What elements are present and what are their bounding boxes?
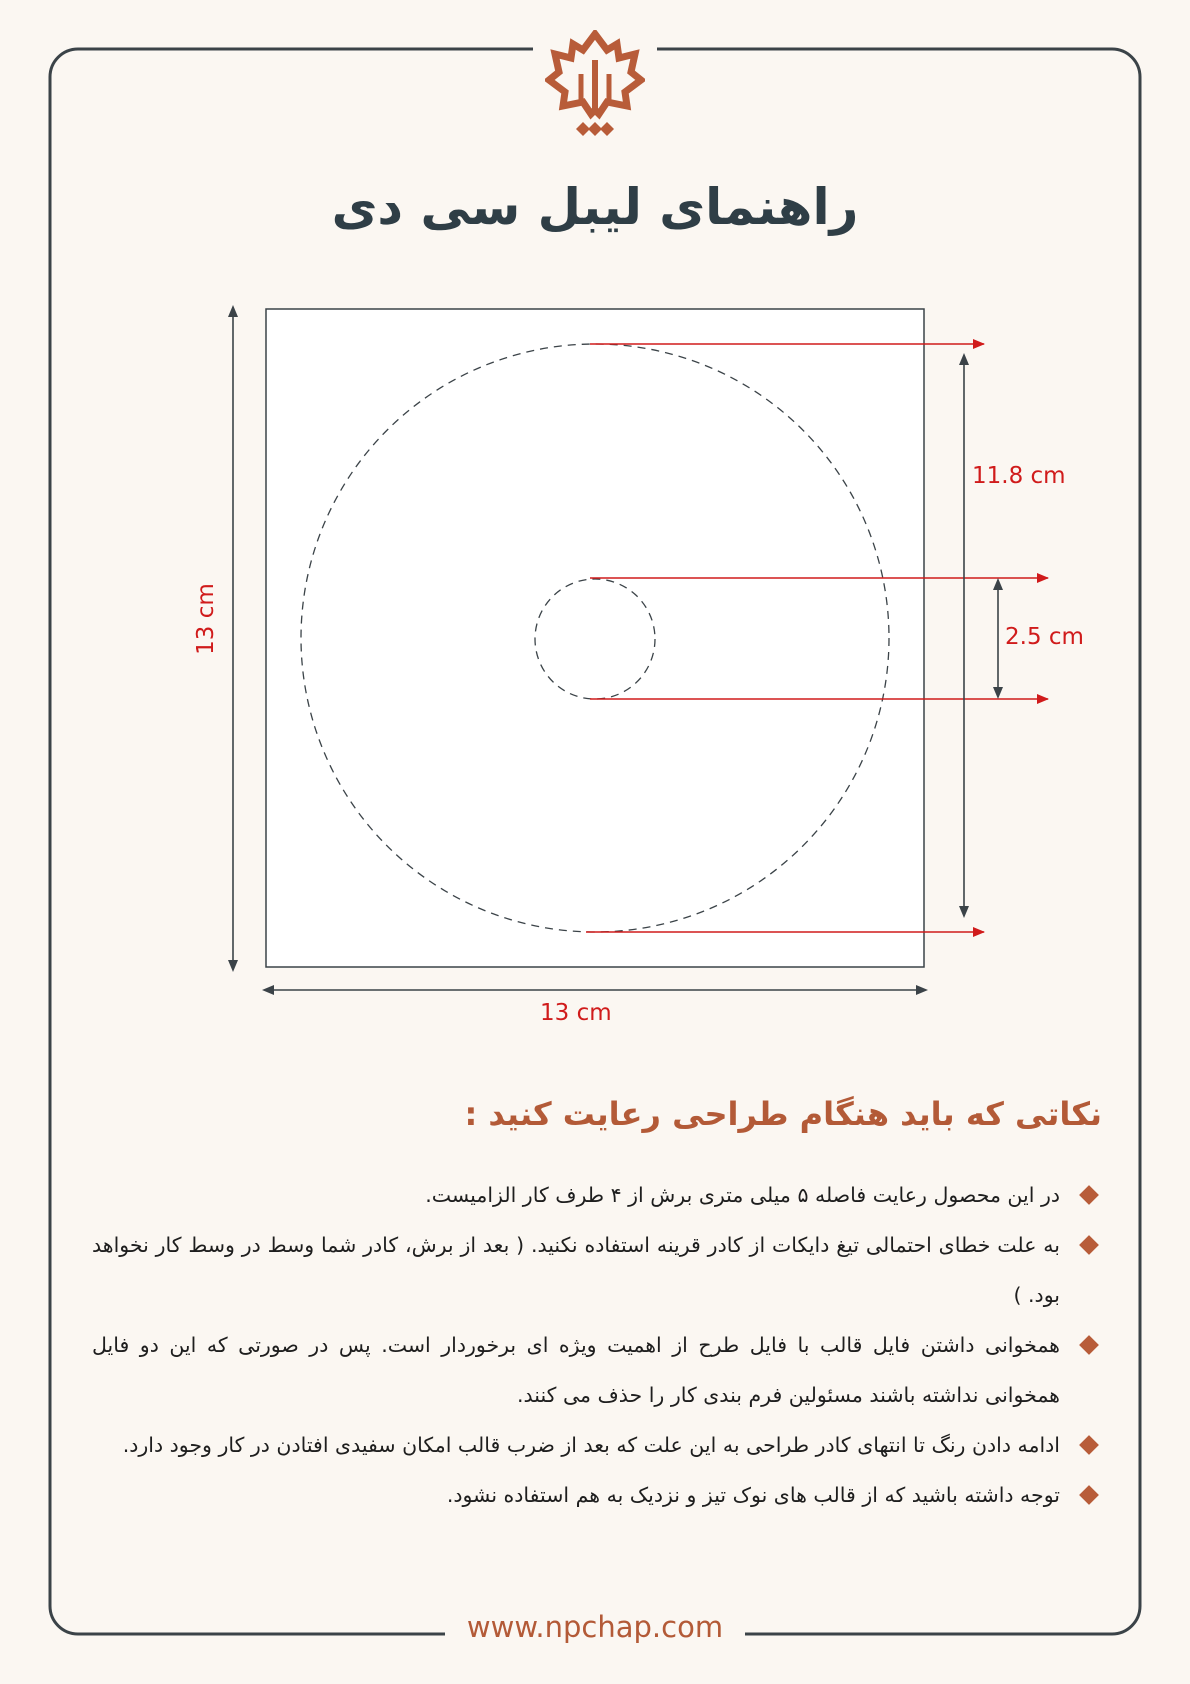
note-item: توجه داشته باشید که از قالب های نوک تیز و نزدیک به هم استفاده نشود. xyxy=(92,1470,1102,1520)
diamond-bullet-icon xyxy=(1079,1435,1099,1455)
hole-diameter-label: 2.5 cm xyxy=(1005,624,1084,650)
diamond-bullet-icon xyxy=(1079,1485,1099,1505)
label-square xyxy=(266,309,924,967)
note-item: ادامه دادن رنگ تا انتهای کادر طراحی به این علت که بعد از ضرب قالب امکان سفیدی افتادن در کار وجود دارد. xyxy=(92,1420,1102,1470)
note-item: همخوانی داشتن فایل قالب با فایل طرح از اهمیت ویژه ای برخوردار است. پس در صورتی که این دو فایل همخوانی نداشته باشند مسئولین فرم بندی کار را حذف می کنند. xyxy=(92,1320,1102,1420)
note-item: به علت خطای احتمالی تیغ دایکات از کادر قرینه استفاده نکنید. ( بعد از برش، کادر شما وسط در وسط کار نخواهد بود. ) xyxy=(92,1220,1102,1320)
diamond-bullet-icon xyxy=(1079,1335,1099,1355)
website-link[interactable]: www.npchap.com xyxy=(445,1610,745,1644)
diamond-bullet-icon xyxy=(1079,1235,1099,1255)
notes-heading: نکاتی که باید هنگام طراحی رعایت کنید : xyxy=(464,1095,1102,1133)
disc-diameter-label: 11.8 cm xyxy=(972,463,1066,489)
outer-width-label: 13 cm xyxy=(540,1000,612,1026)
outer-height-label: 13 cm xyxy=(193,583,219,655)
notes-list xyxy=(92,1170,1102,1520)
diamond-bullet-icon xyxy=(1079,1185,1099,1205)
note-item: در این محصول رعایت فاصله ۵ میلی متری برش از ۴ طرف کار الزامیست. xyxy=(92,1170,1102,1220)
page-title: راهنمای لیبل سی دی xyxy=(331,178,859,236)
